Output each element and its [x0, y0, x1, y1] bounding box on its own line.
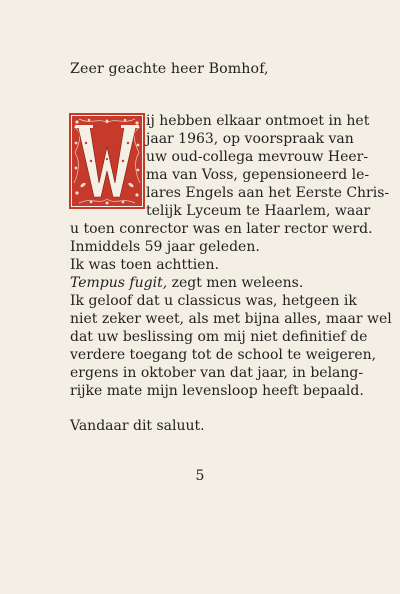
latin-phrase: Tempus fugit,: [70, 275, 168, 291]
salutation: Zeer geachte heer Bomhof,: [70, 61, 269, 77]
body-line-4: ma van Voss, gepensioneerd le-: [146, 167, 370, 183]
body-line-1: ij hebben elkaar ontmoet in het: [146, 113, 370, 129]
body-line-3: uw oud-collega mevrouw Heer-: [146, 149, 369, 165]
body-line-16: rijke mate mijn levensloop heeft bepaald.: [70, 383, 364, 399]
body-line-2: jaar 1963, op voorspraak van: [146, 131, 354, 147]
body-line-9: Ik was toen achttien.: [70, 257, 219, 273]
closing-line: Vandaar dit saluut.: [70, 418, 205, 434]
body-line-6: telijk Lyceum te Haarlem, waar: [146, 203, 371, 219]
body-line-14: verdere toegang tot de school te weigeren,: [70, 347, 377, 363]
page-number: 5: [195, 468, 205, 484]
body-line-8: Inmiddels 59 jaar geleden.: [70, 239, 260, 255]
body-line-7: u toen conrector was en later rector werd.: [70, 221, 373, 237]
body-line-11: Ik geloof dat u classicus was, hetgeen ik: [70, 293, 357, 309]
body-line-5: lares Engels aan het Eerste Chris-: [146, 185, 390, 201]
initial-ornament-icon: [69, 113, 145, 209]
body-line-13: dat uw beslissing om mij niet definitief de: [70, 329, 368, 345]
decorated-initial-letter: [69, 113, 145, 209]
body-line-10-rest: zegt men weleens.: [167, 275, 304, 291]
body-line-12: niet zeker weet, als met bijna alles, maar wel: [70, 311, 392, 327]
body-line-10: [70, 274, 303, 292]
body-line-15: ergens in oktober van dat jaar, in belang-: [70, 365, 364, 381]
